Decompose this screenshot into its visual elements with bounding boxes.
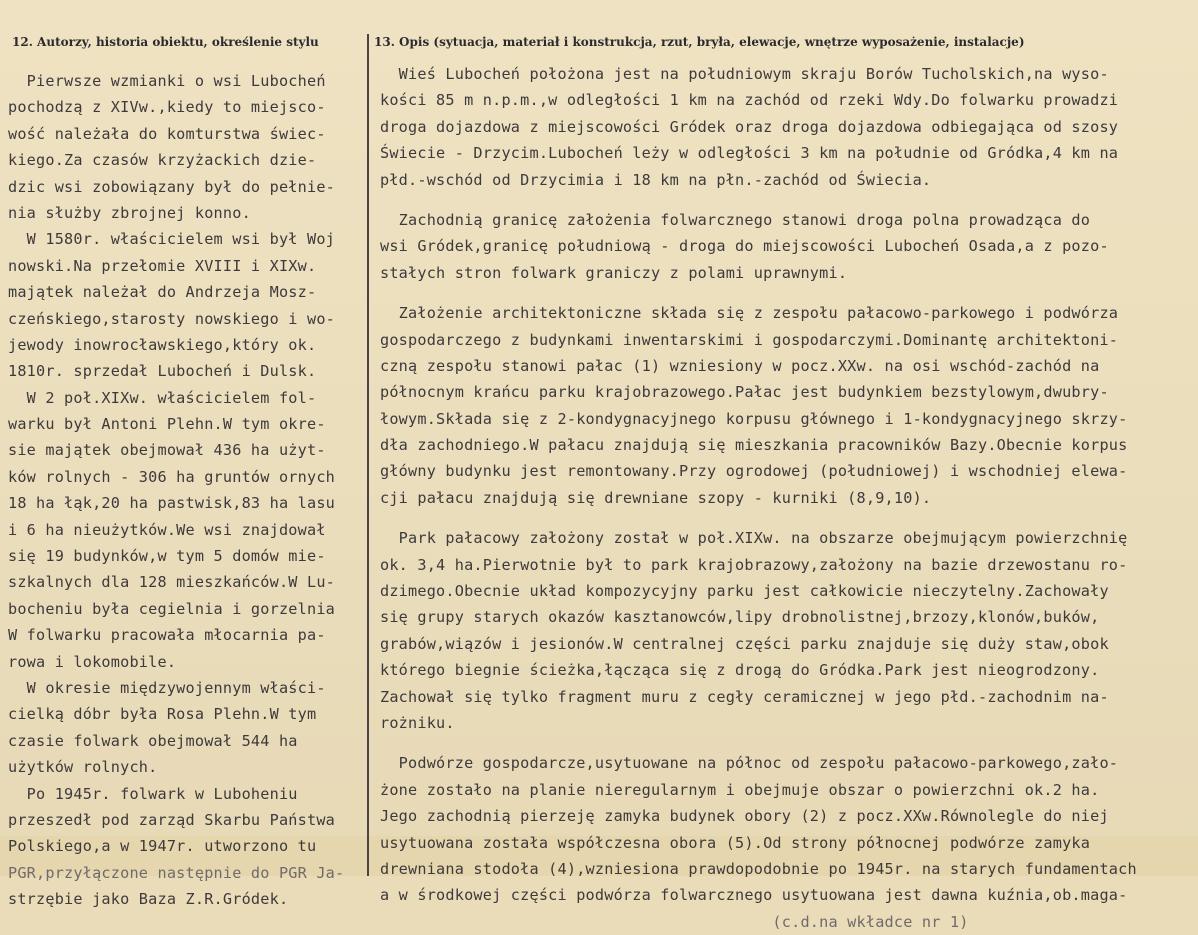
description-text-line: Założenie architektoniczne składa się z zespołu pałacowo-parkowego i podwórza <box>380 304 1119 323</box>
history-text-line: majątek należał do Andrzeja Mosz- <box>8 283 317 302</box>
description-text-line: Wieś Lubocheń położona jest na południowym skraju Borów Tucholskich,na wyso- <box>380 65 1109 83</box>
history-text-line: pochodzą z XIVw.,kiedy to miejsco- <box>8 98 326 117</box>
history-text-line: przeszedł pod zarząd Skarbu Państwa <box>8 810 336 829</box>
description-text-line <box>380 511 1198 525</box>
history-text-line: PGR,przyłączone następnie do PGR Ja- <box>8 863 345 882</box>
history-text-line: Po 1945r. folwark w Luboheniu <box>8 784 298 803</box>
history-text-line: 18 ha łąk,20 ha pastwisk,83 ha lasu <box>8 494 336 513</box>
description-text-line: Świecie - Drzycim.Lubocheń leży w odległości 3 km na południe od Gródka,4 km na <box>380 144 1119 163</box>
history-text-line: wość należała do komturstwa świec- <box>8 124 326 143</box>
history-text-line: czeńskiego,starosty nowskiego i wo- <box>8 309 336 328</box>
description-text-line: żone zostało na planie nieregularnym i obejmuje obszar o powierzchni ok.2 ha. <box>380 780 1100 799</box>
history-text-line: W folwarku pracowała młocarnia pa- <box>8 626 326 645</box>
history-text-line: czasie folwark obejmował 544 ha <box>8 731 298 750</box>
description-text-line: czną zespołu stanowi pałac (1) wzniesiony w pocz.XXw. na osi wschód-zachód na <box>380 356 1100 375</box>
description-text-line: Park pałacowy założony został w poł.XIXw. na obszarze obejmującym powierzchnię <box>380 529 1128 548</box>
description-text-line: cji pałacu znajdują się drewniane szopy - kurniki (8,9,10). <box>380 488 932 507</box>
description-text-line: Podwórze gospodarcze,usytuowane na północ od zespołu pałacowo-parkowego,zało- <box>380 754 1119 773</box>
description-text-line: Zachował się tylko fragment muru z cegły ceramicznej w jego płd.-zachodnim na- <box>380 687 1109 706</box>
section-12-heading: 12. Autorzy, historia obiektu, określenie stylu <box>12 35 319 49</box>
description-text-line: a w środkowej części podwórza folwarcznego usytuowana jest dawna kuźnia,ob.maga- <box>380 886 1128 905</box>
description-text-line: grabów,wiązów i jesionów.W centralnej części parku znajduje się duży staw,obok <box>380 634 1109 653</box>
history-text-line: warku był Antoni Plehn.W tym okre- <box>8 415 326 434</box>
history-text-line: ków rolnych - 306 ha gruntów ornych <box>8 467 336 486</box>
description-text-column <box>380 61 1198 935</box>
description-text-line: drewniana stodoła (4),wzniesiona prawdopodobnie po 1945r. na starych fundamentach <box>380 859 1137 878</box>
description-text-line: Zachodnią granicę założenia folwarcznego stanowi droga polna prowadząca do <box>380 210 1091 229</box>
description-text-line: się grupy starych okazów kasztanowców,lipy drobnolistnej,brzozy,klonów,buków, <box>380 608 1100 627</box>
history-text-line: W okresie międzywojennym właści- <box>8 678 326 697</box>
history-text-line: jewody inowrocławskiego,który ok. <box>8 335 317 354</box>
history-text-line: kiego.Za czasów krzyżackich dzie- <box>8 151 317 170</box>
history-text-line: i 6 ha nieużytków.We wsi znajdował <box>8 520 326 539</box>
description-text-line: północnym krańcu parku krajobrazowego.Pałac jest budynkiem bezstylowym,dwubry- <box>380 383 1109 402</box>
history-text-column <box>8 68 368 913</box>
description-text-line: gospodarczego z budynkami inwentarskimi i gospodarczymi.Dominantę architektoni- <box>380 330 1119 349</box>
history-text-line: Pierwsze wzmianki o wsi Lubocheń <box>8 72 326 90</box>
history-text-line: strzębie jako Baza Z.R.Gródek. <box>8 890 289 909</box>
description-text-line: płd.-wschód od Drzycimia i 18 km na płn.-zachód od Świecia. <box>380 170 932 189</box>
description-text-line: dzimego.Obecnie układ kompozycyjny parku jest całkowicie nieczytelny.Zachowały <box>380 582 1109 601</box>
description-text-line: łowym.Składa się z 2-kondygnacyjnego korpusu głównego i 1-kondygnacyjnego skrzy- <box>380 409 1128 428</box>
description-text-line: którego biegnie ścieżka,łącząca się z drogą do Gródka.Park jest nieogrodzony. <box>380 661 1100 680</box>
description-text-line: droga dojazdowa z miejscowości Gródek oraz droga dojazdowa odbiegająca od szosy <box>380 117 1119 136</box>
description-text-line: dła zachodniego.W pałacu znajdują się mieszkania pracowników Bazy.Obecnie korpus <box>380 436 1128 455</box>
section-13-heading: 13. Opis (sytuacja, materiał i konstrukcja, rzut, bryła, elewacje, wnętrze wyposażenie, instalacje) <box>374 35 1025 49</box>
description-text-line: główny budynku jest remontowany.Przy ogrodowej (południowej) i wschodniej elewa- <box>380 462 1128 481</box>
history-text-line: rowa i lokomobile. <box>8 652 177 671</box>
history-text-line: sie majątek obejmował 436 ha użyt- <box>8 441 326 460</box>
description-text-line: kości 85 m n.p.m.,w odległości 1 km na zachód od rzeki Wdy.Do folwarku prowadzi <box>380 91 1119 110</box>
description-text-line: usytuowana została współczesna obora (5).Od strony północnej podwórze zamyka <box>380 833 1091 852</box>
history-text-line: nowski.Na przełomie XVIII i XIXw. <box>8 256 317 275</box>
history-text-line: 1810r. sprzedał Lubocheń i Dulsk. <box>8 362 317 381</box>
description-text-line <box>380 736 1198 750</box>
description-text-line: stałych stron folwark graniczy z polami uprawnymi. <box>380 263 848 282</box>
description-text-line: Jego zachodnią pierzeję zamyka budynek obory (2) z pocz.XXw.Równolegle do niej <box>380 807 1109 826</box>
history-text-line: cielką dóbr była Rosa Plehn.W tym <box>8 705 317 724</box>
history-text-line: W 2 poł.XIXw. właścicielem fol- <box>8 388 317 407</box>
description-text-line: wsi Gródek,granicę południową - droga do miejscowości Lubocheń Osada,a z pozo- <box>380 237 1109 256</box>
history-text-line: szkalnych dla 128 mieszkańców.W Lu- <box>8 573 336 592</box>
history-text-line: się 19 budynków,w tym 5 domów mie- <box>8 547 326 566</box>
description-text-line: (c.d.na wkładce nr 1) <box>380 912 969 931</box>
description-text-line <box>380 286 1198 300</box>
description-text-line: rożniku. <box>380 713 455 732</box>
history-text-line: W 1580r. właścicielem wsi był Woj <box>8 230 336 249</box>
history-text-line: nia służby zbrojnej konno. <box>8 203 251 222</box>
history-text-line: Polskiego,a w 1947r. utworzono tu <box>8 837 317 856</box>
description-text-line: ok. 3,4 ha.Pierwotnie był to park krajobrazowy,założony na bazie drzewostanu ro- <box>380 555 1128 574</box>
history-text-line: bocheniu była cegielnia i gorzelnia <box>8 599 336 618</box>
history-text-line: użytków rolnych. <box>8 758 158 777</box>
history-text-line: dzic wsi zobowiązany był do pełnie- <box>8 177 336 196</box>
description-text-line <box>380 193 1198 207</box>
